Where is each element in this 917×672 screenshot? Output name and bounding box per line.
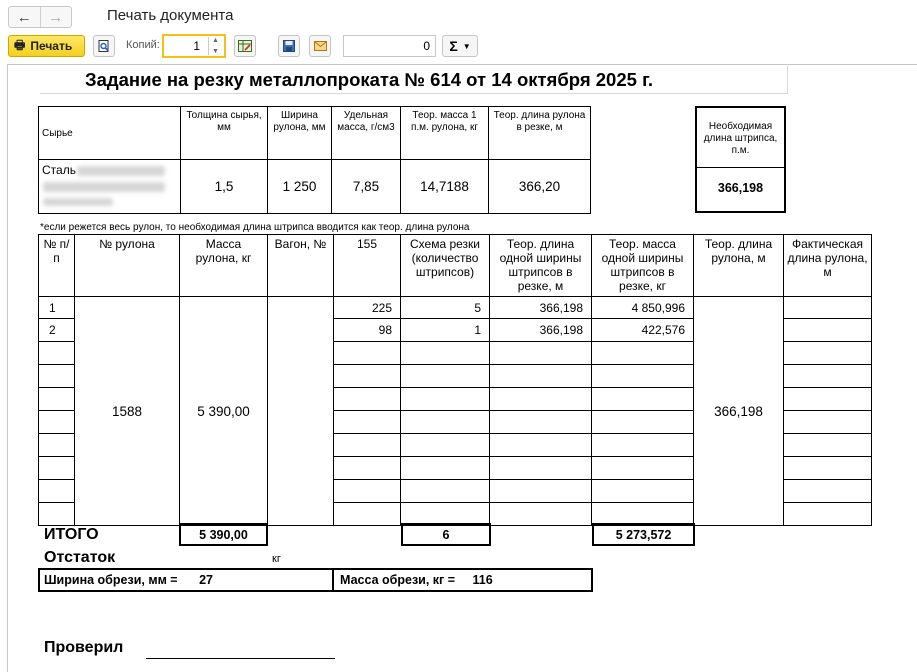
empty-cell — [334, 480, 401, 503]
back-button[interactable] — [9, 7, 40, 27]
strip-length: 366,198 — [490, 297, 592, 319]
row-no: 2 — [39, 319, 75, 342]
thickness-value: 1,5 — [181, 160, 268, 214]
empty-cell — [334, 457, 401, 480]
header-roll-no: № рулона — [75, 235, 180, 297]
preview-button[interactable] — [93, 35, 115, 57]
send-email-button[interactable] — [309, 35, 331, 57]
table-edit-icon — [238, 40, 252, 52]
strip-mass: 422,576 — [592, 319, 694, 342]
empty-cell — [784, 457, 872, 480]
sigma-icon: Σ — [449, 38, 458, 54]
actual-length-cell — [784, 297, 872, 319]
material-name: Сталь — [42, 163, 76, 177]
empty-cell — [784, 342, 872, 365]
empty-cell — [592, 365, 694, 388]
copies-input[interactable]: 1 — [162, 34, 226, 58]
empty-cell — [490, 411, 592, 434]
cut-scheme-count: 1 — [401, 319, 490, 342]
redacted-material-text — [43, 182, 165, 192]
empty-cell — [592, 411, 694, 434]
roll-length: 366,198 — [694, 297, 784, 526]
print-button-label: Печать — [30, 39, 73, 53]
actual-length-cell — [784, 319, 872, 342]
empty-cell — [334, 365, 401, 388]
empty-cell — [401, 365, 490, 388]
empty-cell — [401, 434, 490, 457]
empty-cell — [784, 434, 872, 457]
empty-cell — [39, 457, 75, 480]
empty-cell — [401, 457, 490, 480]
window-title: Печать документа — [107, 7, 234, 24]
required-length-label: Необходимая длина штрипса, п.м. — [703, 121, 778, 156]
required-length-value: 366,198 — [717, 181, 764, 195]
save-button[interactable] — [278, 35, 300, 57]
density-value: 7,85 — [332, 160, 401, 214]
empty-cell — [334, 342, 401, 365]
header-density: Удельная масса, г/см3 — [332, 107, 401, 160]
raw-material-table — [38, 106, 591, 214]
header-actual-length: Фактическая длина рулона, м — [784, 235, 872, 297]
header-roll-length: Теор. длина рулона, м — [694, 235, 784, 297]
copies-spinner[interactable] — [208, 37, 222, 55]
raw-value-row — [39, 160, 591, 214]
chevron-down-icon: ▼ — [462, 41, 471, 51]
checked-by-label: Проверил — [44, 639, 124, 656]
floppy-disk-icon — [283, 40, 295, 52]
header-strip-mass: Теор. масса одной ширины штрипсов в резке, кг — [592, 235, 694, 297]
empty-cell — [39, 342, 75, 365]
empty-cell — [490, 434, 592, 457]
empty-cell — [490, 388, 592, 411]
width-value: 1 250 — [268, 160, 332, 214]
empty-cell — [784, 480, 872, 503]
roll-mass: 5 390,00 — [180, 297, 268, 526]
copies-label: Копий: — [126, 39, 160, 51]
empty-cell — [39, 411, 75, 434]
empty-cell — [39, 434, 75, 457]
redacted-material-text — [77, 166, 165, 176]
total-roll-mass: 5 390,00 — [179, 523, 268, 546]
empty-cell — [592, 434, 694, 457]
empty-cell — [784, 365, 872, 388]
empty-cell — [334, 411, 401, 434]
remainder-label: Отстаток — [44, 549, 116, 566]
empty-cell — [334, 388, 401, 411]
empty-cell — [592, 457, 694, 480]
empty-cell — [334, 434, 401, 457]
trim-divider — [332, 569, 334, 591]
spin-down-icon[interactable]: ▼ — [212, 48, 219, 55]
empty-cell — [490, 503, 592, 526]
signature-line — [146, 658, 335, 659]
printer-icon: 🖶 — [14, 37, 26, 52]
empty-cell — [592, 388, 694, 411]
header-wagon: Вагон, № — [268, 235, 334, 297]
empty-cell — [490, 457, 592, 480]
total-label: ИТОГО — [44, 526, 99, 543]
strip-mass: 4 850,996 — [592, 297, 694, 319]
roll-length-value: 366,20 — [489, 160, 591, 214]
empty-cell — [39, 503, 75, 526]
header-width: Ширина рулона, мм — [268, 107, 332, 160]
row-no: 1 — [39, 297, 75, 319]
empty-cell — [784, 503, 872, 526]
header-cut-scheme: Схема резки (количество штрипсов) — [401, 235, 490, 297]
spin-up-icon[interactable]: ▲ — [212, 37, 219, 44]
trim-mass — [340, 573, 493, 587]
trim-width-value: 27 — [199, 573, 213, 587]
empty-cell — [334, 503, 401, 526]
empty-cell — [784, 388, 872, 411]
trim-mass-value: 116 — [472, 573, 493, 587]
sum-button[interactable] — [442, 35, 478, 57]
footnote: *если режется весь рулон, то необходимая длина штрипса вводится как теор. длина рулона — [40, 222, 470, 233]
trim-width-label: Ширина обрези, мм = — [44, 573, 178, 587]
wagon-cell — [268, 297, 334, 526]
strip-length: 366,198 — [490, 319, 592, 342]
total-scheme-count: 6 — [401, 523, 491, 546]
empty-cell — [592, 480, 694, 503]
mass-per-meter-value: 14,7188 — [401, 160, 489, 214]
table-row — [39, 297, 872, 319]
material-cell — [39, 160, 181, 214]
strip-width: 98 — [334, 319, 401, 342]
header-material: Сырье — [39, 107, 181, 160]
trim-mass-label: Масса обрези, кг = — [340, 573, 456, 587]
header-no: № п/п — [39, 235, 75, 297]
edit-mode-button[interactable] — [234, 35, 256, 57]
sum-field[interactable]: 0 — [343, 35, 436, 57]
cutting-table — [38, 234, 872, 526]
preview-icon — [98, 40, 110, 53]
empty-cell — [592, 342, 694, 365]
trim-width — [44, 573, 213, 587]
arrow-right-icon: → — [48, 8, 64, 26]
nav-buttons — [8, 6, 72, 28]
header-roll-length: Теор. длина рулона в резке, м — [489, 107, 591, 160]
empty-cell — [490, 342, 592, 365]
header-roll-mass: Масса рулона, кг — [180, 235, 268, 297]
strip-width: 225 — [334, 297, 401, 319]
redacted-material-text — [43, 198, 113, 206]
raw-header-row — [39, 107, 591, 160]
header-strip-length: Теор. длина одной ширины штрипсов в резке, м — [490, 235, 592, 297]
header-width-155: 155 — [334, 235, 401, 297]
empty-cell — [39, 480, 75, 503]
arrow-left-icon: ← — [16, 8, 32, 26]
remainder-unit: кг — [272, 553, 281, 565]
empty-cell — [401, 480, 490, 503]
document-title: Задание на резку металлопроката № 614 от 14 октября 2025 г. — [85, 69, 654, 90]
empty-cell — [401, 411, 490, 434]
empty-cell — [490, 365, 592, 388]
required-length-box — [695, 106, 786, 213]
forward-button[interactable] — [40, 7, 72, 27]
empty-cell — [401, 342, 490, 365]
envelope-icon — [314, 41, 327, 51]
total-strip-mass: 5 273,572 — [592, 523, 695, 546]
empty-cell — [39, 365, 75, 388]
empty-cell — [490, 480, 592, 503]
cut-scheme-count: 5 — [401, 297, 490, 319]
empty-cell — [784, 411, 872, 434]
empty-cell — [401, 388, 490, 411]
roll-number: 1588 — [75, 297, 180, 526]
header-thickness: Толщина сырья, мм — [181, 107, 268, 160]
divider — [697, 167, 784, 168]
header-mass-per-meter: Теор. масса 1 п.м. рулона, кг — [401, 107, 489, 160]
cut-header-row — [39, 235, 872, 297]
empty-cell — [39, 388, 75, 411]
print-button[interactable] — [8, 35, 85, 57]
